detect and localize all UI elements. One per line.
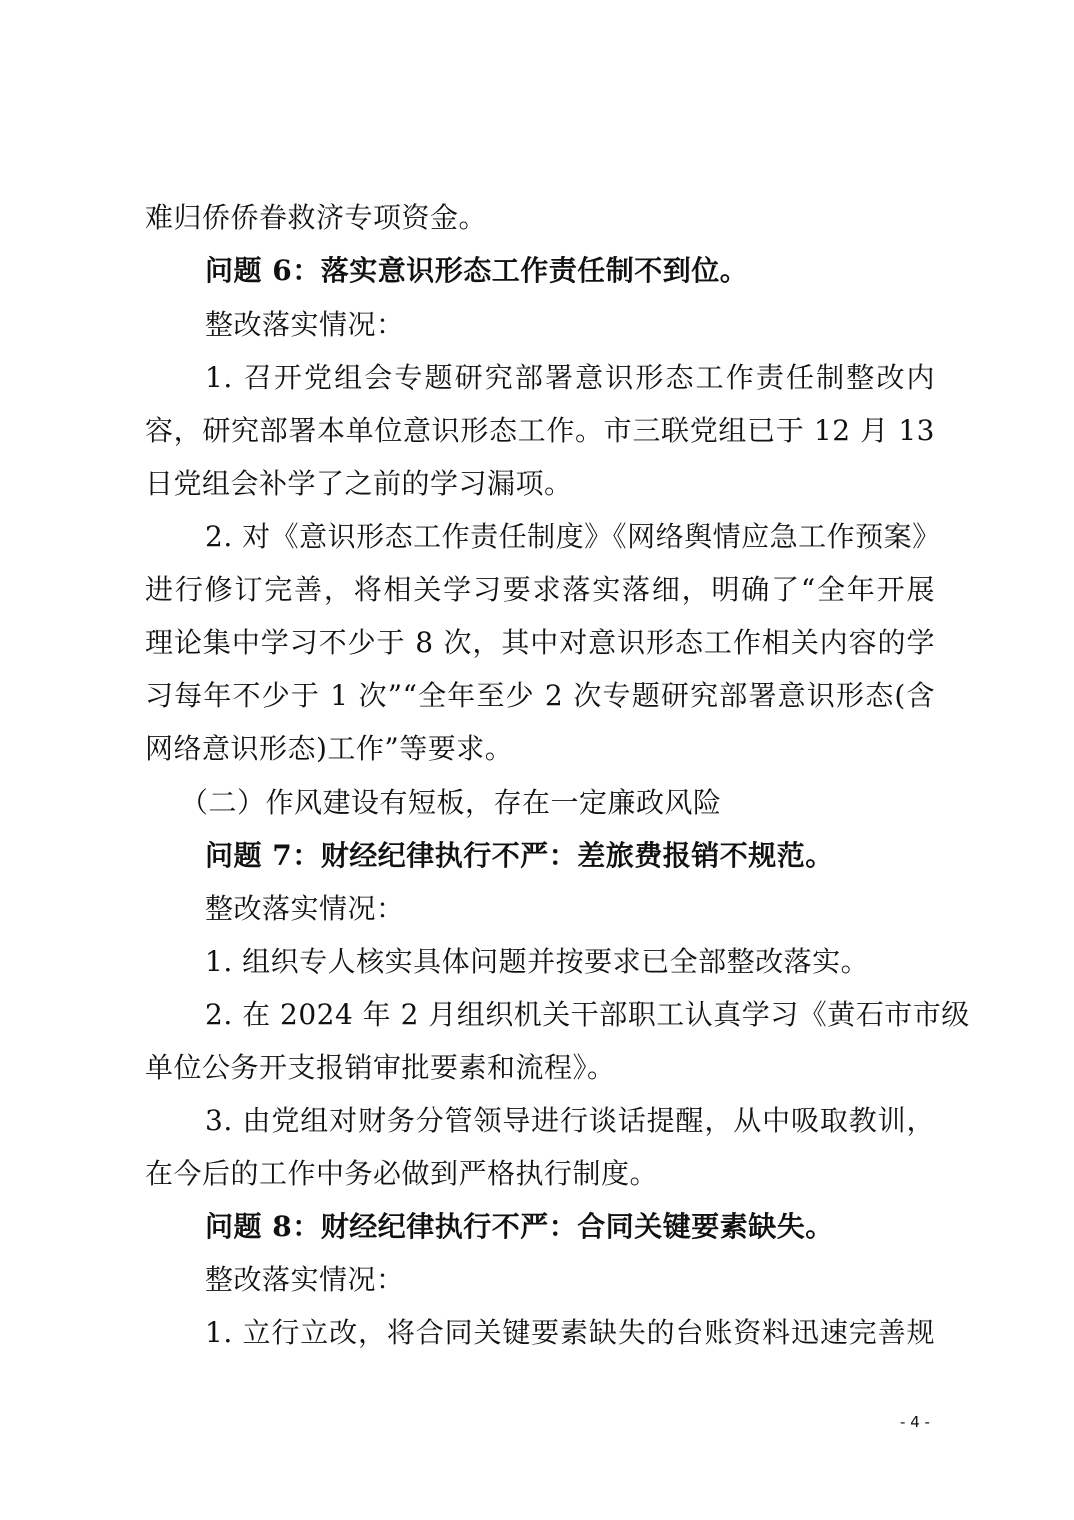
issue-8-heading: 问题 8：财经纪律执行不严：合同关键要素缺失。: [205, 1210, 834, 1243]
paragraph-line: 3. 由党组对财务分管领导进行谈话提醒，从中吸取教训，: [205, 1104, 935, 1137]
paragraph-line: 2. 在 2024 年 2 月组织机关干部职工认真学习《黄石市市级: [205, 998, 970, 1031]
paragraph-line: 2. 对《意识形态工作责任制度》《网络舆情应急工作预案》: [205, 520, 941, 553]
paragraph-line: 1. 立行立改，将合同关键要素缺失的台账资料迅速完善规: [205, 1316, 935, 1349]
issue-6-heading: 问题 6：落实意识形态工作责任制不到位。: [205, 254, 749, 287]
paragraph-line: 习每年不少于 1 次”“全年至少 2 次专题研究部署意识形态(含: [145, 679, 935, 712]
paragraph-line: 在今后的工作中务必做到严格执行制度。: [145, 1157, 659, 1190]
paragraph-line: 容，研究部署本单位意识形态工作。市三联党组已于 12 月 13: [145, 414, 935, 447]
paragraph-line: 单位公务开支报销审批要素和流程》。: [145, 1051, 616, 1084]
paragraph-line: 网络意识形态)工作”等要求。: [145, 732, 514, 765]
paragraph-line: 进行修订完善，将相关学习要求落实落细，明确了“全年开展: [145, 573, 935, 606]
rectification-label: 整改落实情况：: [205, 308, 405, 341]
issue-7-heading: 问题 7：财经纪律执行不严：差旅费报销不规范。: [205, 839, 834, 872]
paragraph-line: 理论集中学习不少于 8 次，其中对意识形态工作相关内容的学: [145, 626, 935, 659]
paragraph-line: 日党组会补学了之前的学习漏项。: [145, 467, 573, 500]
paragraph-line: 难归侨侨眷救济专项资金。: [145, 201, 488, 234]
paragraph-line: 1. 召开党组会专题研究部署意识形态工作责任制整改内: [205, 361, 935, 394]
paragraph-line: 1. 组织专人核实具体问题并按要求已全部整改落实。: [205, 945, 870, 978]
rectification-label: 整改落实情况：: [205, 892, 405, 925]
page-number: - 4 -: [900, 1413, 930, 1431]
rectification-label: 整改落实情况：: [205, 1263, 405, 1296]
section-heading: （二）作风建设有短板，存在一定廉政风险: [180, 786, 722, 819]
